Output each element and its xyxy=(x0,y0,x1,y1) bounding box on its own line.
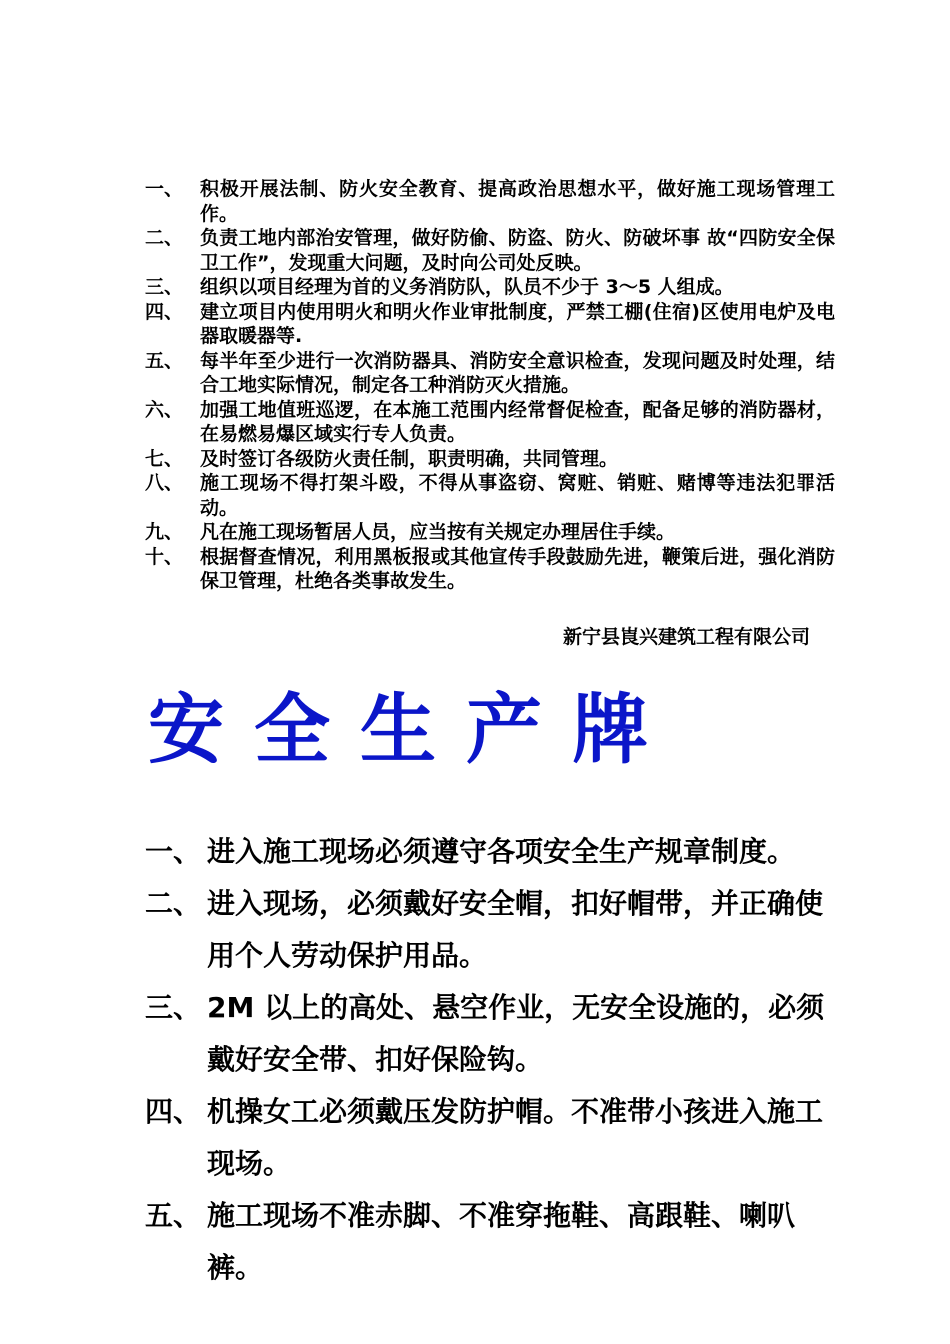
item-number: 六、 xyxy=(145,398,184,421)
item-text: 及时签订各级防火责任制，职责明确，共同管理。 xyxy=(200,447,619,470)
item-text: 施工现场不准赤脚、不准穿拖鞋、高跟鞋、喇叭裤。 xyxy=(207,1199,796,1284)
list-item xyxy=(145,177,835,226)
item-text: 组织以项目经理为首的义务消防队，队员不少于 3～5 人组成。 xyxy=(200,276,734,298)
item-number: 一、 xyxy=(145,835,202,868)
list-item xyxy=(145,398,835,447)
item-number: 三、 xyxy=(145,276,184,298)
item-number: 八、 xyxy=(145,472,184,494)
fire-safety-rules xyxy=(145,177,835,594)
list-item xyxy=(145,349,835,398)
company-name: 新宁县崀兴建筑工程有限公司 xyxy=(562,626,810,648)
item-text: 根据督查情况，利用黑板报或其他宣传手段鼓励先进，鞭策后进，强化消防保卫管理，杜绝各类事故发生。 xyxy=(200,545,835,592)
item-text: 施工现场不得打架斗殴，不得从事盗窃、窝赃、销赃、赌博等违法犯罪活动。 xyxy=(200,472,835,519)
item-number: 五、 xyxy=(145,349,184,372)
item-text: 凡在施工现场暂居人员，应当按有关规定办理居住手续。 xyxy=(200,521,676,543)
item-number: 一、 xyxy=(145,178,184,200)
item-text: 积极开展法制、防火安全教育、提高政治思想水平，做好施工现场管理工作。 xyxy=(200,178,835,225)
item-text: 进入现场，必须戴好安全帽，扣好帽带，并正确使用个人劳动保护用品。 xyxy=(207,887,824,972)
item-number: 二、 xyxy=(145,227,184,249)
list-item xyxy=(145,226,835,275)
item-number: 四、 xyxy=(145,1095,202,1128)
item-text: 负责工地内部治安管理，做好防偷、防盗、防火、防破坏事 故“四防安全保卫工作”，发现重大问题，及时向公司处反映。 xyxy=(200,227,835,274)
item-number: 四、 xyxy=(145,300,184,323)
item-number: 九、 xyxy=(145,521,184,543)
list-item xyxy=(145,275,835,300)
list-item xyxy=(145,300,835,349)
item-text: 进入施工现场必须遵守各项安全生产规章制度。 xyxy=(207,835,796,868)
list-item xyxy=(145,471,835,520)
safety-production-rules xyxy=(145,826,845,1294)
list-item xyxy=(145,520,835,545)
item-text: 机操女工必须戴压发防护帽。不准带小孩进入施工现场。 xyxy=(207,1095,824,1180)
item-number: 二、 xyxy=(145,887,202,920)
list-item xyxy=(145,826,845,878)
page-title: 安全生产牌 xyxy=(148,685,678,774)
list-item xyxy=(145,1190,845,1294)
item-text: 加强工地值班巡逻，在本施工范围内经常督促检查，配备足够的消防器材，在易燃易爆区域实行专人负责。 xyxy=(200,398,835,445)
item-text: 建立项目内使用明火和明火作业审批制度，严禁工棚(住宿)区使用电炉及电器取暖器等. xyxy=(200,300,835,347)
item-number: 七、 xyxy=(145,447,184,470)
list-item xyxy=(145,1086,845,1190)
list-item xyxy=(145,545,835,594)
list-item xyxy=(145,982,845,1086)
item-number: 十、 xyxy=(145,545,184,568)
item-number: 五、 xyxy=(145,1199,202,1232)
item-number: 三、 xyxy=(145,991,202,1024)
item-text: 2M 以上的高处、悬空作业，无安全设施的，必须戴好安全带、扣好保险钩。 xyxy=(207,991,825,1076)
item-text: 每半年至少进行一次消防器具、消防安全意识检查，发现问题及时处理，结合工地实际情况，制定各工种消防灭火措施。 xyxy=(200,349,835,396)
list-item xyxy=(145,447,835,472)
list-item xyxy=(145,878,845,982)
